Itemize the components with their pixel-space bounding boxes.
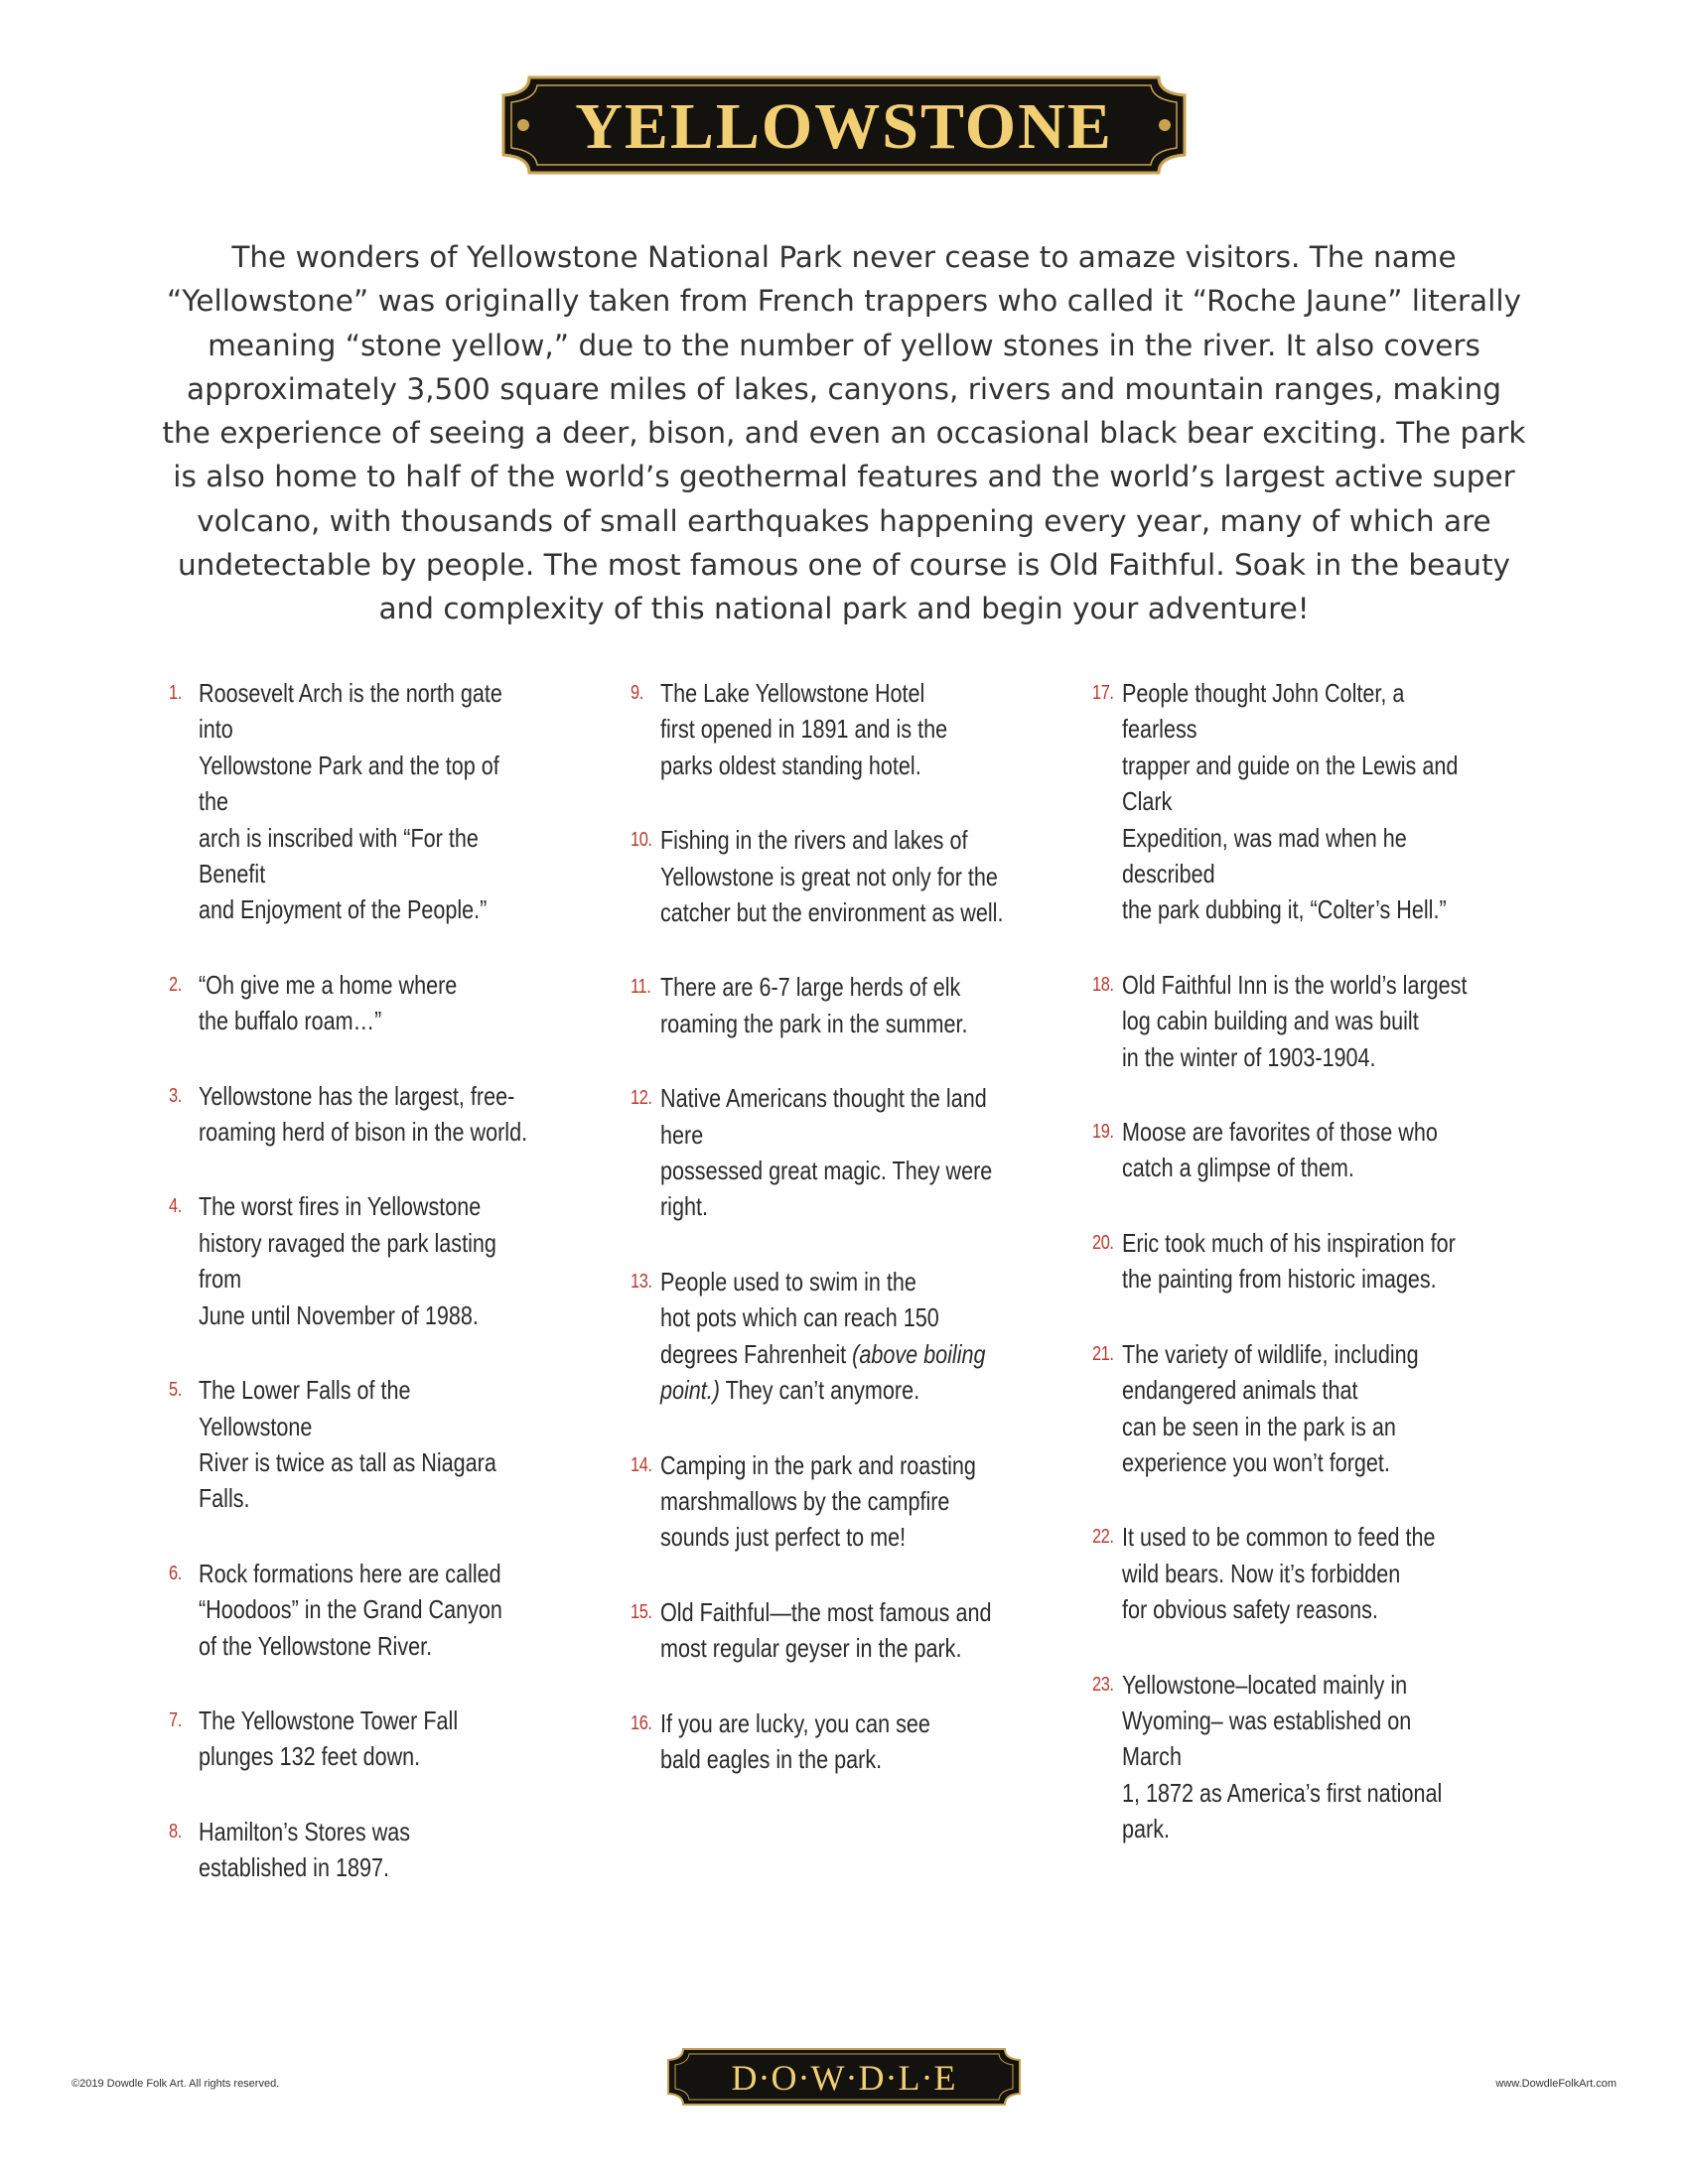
fact-text: The Lake Yellowstone Hotel first opened in 1891 and is the parks oldest standing hotel.: [660, 678, 948, 780]
fact-item: [169, 1372, 596, 1517]
fact-number: 17.: [1092, 682, 1114, 704]
fact-text: It used to be common to feed the wild bears. Now it’s forbidden for obvious safety reasons.: [1122, 1522, 1436, 1625]
fact-text-after: They can’t anymore.: [719, 1375, 920, 1406]
fact-number: 9.: [631, 682, 643, 704]
fact-item: [631, 1264, 1087, 1409]
fact-text: People thought John Colter, a fearless trapper and guide on the Lewis and Clark Expedition, was mad when he described the park dubbing it, “Colter’s Hell.”: [1122, 678, 1459, 925]
fact-item: [631, 822, 1087, 930]
fact-item: [169, 675, 596, 928]
fact-item: [631, 1447, 1087, 1556]
fact-text: There are 6-7 large herds of elk roaming the park in the summer.: [660, 972, 968, 1038]
fact-item: [631, 675, 1087, 783]
fact-number: 16.: [631, 1711, 652, 1734]
fact-item: [1092, 1114, 1549, 1186]
fact-text: Camping in the park and roasting marshmallows by the campfire sounds just perfect to me!: [660, 1449, 976, 1553]
fact-number: 13.: [631, 1270, 652, 1293]
fact-number: 4.: [169, 1195, 182, 1218]
fact-text: Yellowstone–located mainly in Wyoming– was established on March 1, 1872 as America’s first national park.: [1122, 1669, 1443, 1844]
fact-number: 22.: [1092, 1526, 1114, 1549]
fact-item: [169, 1078, 596, 1151]
fact-number: 21.: [1092, 1342, 1114, 1365]
fact-item: [169, 1814, 596, 1886]
fact-text: Yellowstone has the largest, free- roaming herd of bison in the world.: [199, 1080, 528, 1148]
fact-item: [1092, 675, 1549, 928]
facts-column-2: [631, 675, 1087, 1816]
fact-item: [631, 969, 1087, 1041]
fact-item: [631, 1594, 1087, 1667]
fact-text: The Lower Falls of the Yellowstone River is twice as tall as Niagara Falls.: [199, 1375, 496, 1514]
fact-item: [169, 1556, 596, 1664]
fact-item: [169, 1188, 596, 1333]
website-url[interactable]: www.DowdleFolkArt.com: [1495, 2078, 1617, 2090]
fact-number: 1.: [169, 682, 182, 704]
fact-item: [631, 1706, 1087, 1778]
fact-number: 14.: [631, 1453, 652, 1476]
fact-text: [660, 1264, 1015, 1409]
fact-text-italic: (above boiling point.): [660, 1338, 986, 1406]
copyright-notice: ©2019 Dowdle Folk Art. All rights reserved.: [71, 2078, 280, 2090]
fact-text: Eric took much of his inspiration for the painting from historic images.: [1122, 1227, 1456, 1295]
dowdle-logo: [665, 2046, 1023, 2108]
fact-number: 23.: [1092, 1673, 1114, 1696]
fact-item: [1092, 1336, 1549, 1481]
title-plaque: [499, 73, 1189, 177]
fact-text: Roosevelt Arch is the north gate into Yellowstone Park and the top of the arch is inscribed with “For the Benefit and Enjoyment of the People.”: [199, 678, 502, 925]
fact-number: 12.: [631, 1087, 652, 1110]
fact-text: “Oh give me a home where the buffalo roam…”: [199, 969, 458, 1036]
facts-column-3: [1092, 675, 1549, 1886]
fact-number: 2.: [169, 973, 182, 996]
fact-text: The worst fires in Yellowstone history ravaged the park lasting from June until November of 1988.: [199, 1191, 496, 1330]
fact-number: 3.: [169, 1084, 182, 1107]
fact-item: [169, 967, 596, 1039]
fact-text-main: People used to swim in the hot pots which can reach 150 degrees Fahrenheit: [660, 1266, 939, 1369]
fact-text: Old Faithful Inn is the world’s largest log cabin building and was built in the winter of 1903-1904.: [1122, 969, 1468, 1072]
fact-item: [1092, 1519, 1549, 1627]
facts-column-1: [169, 675, 596, 1925]
fact-item: [631, 1080, 1087, 1225]
fact-text: Fishing in the rivers and lakes of Yellowstone is great not only for the catcher but the environment as well.: [660, 825, 1004, 928]
fact-text: Hamilton’s Stores was established in 1897.: [199, 1816, 411, 1883]
fact-number: 7.: [169, 1708, 182, 1731]
intro-paragraph: The wonders of Yellowstone National Park never cease to amaze visitors. The name “Yellowstone” was originally taken from French trappers who called it “Roche Jaune” literally meaning “stone yellow,” due to the number of yellow stones in the river. It also covers approximately 3,500 square miles of lakes, canyons, rivers and mountain ranges, making the experience of seeing a deer, bison, and even an occasional black bear exciting. The park is also home to half of the world’s geothermal features and the world’s largest active super volcano, with thousands of small earthquakes happening every year, many of which are undetectable by people. The most famous one of course is Old Faithful. Soak in the beauty and complexity of this national park and begin your adventure!: [162, 240, 1526, 626]
fact-number: 19.: [1092, 1121, 1114, 1144]
fact-text: Native Americans thought the land here possessed great magic. They were right.: [660, 1083, 993, 1222]
fact-number: 10.: [631, 829, 652, 852]
fact-item: [1092, 1225, 1549, 1297]
facts-list: [0, 675, 1688, 1883]
fact-text: Moose are favorites of those who catch a glimpse of them.: [1122, 1117, 1438, 1183]
fact-text: Rock formations here are called “Hoodoos” in the Grand Canyon of the Yellowstone River.: [199, 1558, 502, 1661]
fact-number: 15.: [631, 1600, 652, 1623]
fact-item: [1092, 1667, 1549, 1847]
fact-number: 20.: [1092, 1231, 1114, 1254]
fact-item: [1092, 967, 1549, 1075]
fact-text: If you are lucky, you can see bald eagles in the park.: [660, 1707, 930, 1774]
fact-text: The variety of wildlife, including endangered animals that can be seen in the park is an experience you won’t forget.: [1122, 1338, 1419, 1477]
fact-text: Old Faithful—the most famous and most regular geyser in the park.: [660, 1596, 992, 1664]
fact-number: 5.: [169, 1379, 182, 1402]
fact-text: The Yellowstone Tower Fall plunges 132 feet down.: [199, 1705, 459, 1772]
fact-number: 11.: [631, 976, 651, 999]
page-title: YELLOWSTONE: [575, 90, 1113, 163]
fact-number: 6.: [169, 1562, 182, 1584]
fact-number: 18.: [1092, 973, 1114, 996]
fact-number: 8.: [169, 1820, 182, 1843]
logo-text: D·O·W·D·L·E: [731, 2058, 957, 2098]
fact-item: [169, 1703, 596, 1775]
